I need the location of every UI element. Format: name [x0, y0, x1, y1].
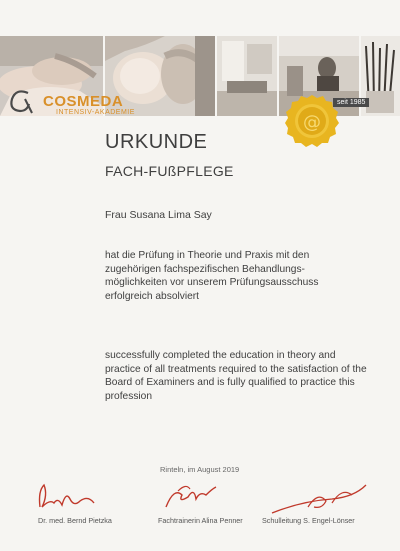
signature-label-3: Schulleitung S. Engel-Lönser — [262, 516, 355, 525]
certificate-subtitle: FACH-FUßPFLEGE — [105, 163, 234, 179]
recipient-name: Frau Susana Lima Say — [105, 209, 212, 221]
logo-subtitle: INTENSIV-AKADEMIE — [56, 109, 135, 116]
place-date: Rinteln, im August 2019 — [160, 465, 240, 474]
signature-pietzka — [32, 477, 112, 517]
signature-label-2: Fachtrainerin Alina Penner — [158, 516, 243, 525]
german-statement: hat die Prüfung in Theorie und Praxis mit den zugehörigen fachspezifischen Behandlungs-möglichkeiten vor unserem Prüfungsausschuss erfolgreich absolviert — [105, 250, 319, 302]
svg-text:@: @ — [303, 112, 321, 133]
signature-label-1: Dr. med. Bernd Pietzka — [38, 516, 112, 525]
cosmeda-logo-icon — [6, 86, 36, 116]
certificate-title: URKUNDE — [105, 131, 208, 153]
signature-engel-loenser — [262, 477, 372, 517]
logo-brand-name: COSMEDA — [43, 93, 124, 110]
since-badge: seit 1985 — [333, 98, 369, 107]
signature-penner — [160, 477, 220, 517]
english-statement: successfully completed the education in theory and practice of all treatments required to the satisfaction of the Board of Examiners and is fully qualified to practice this profession — [105, 350, 367, 402]
photo-interior — [217, 36, 277, 116]
